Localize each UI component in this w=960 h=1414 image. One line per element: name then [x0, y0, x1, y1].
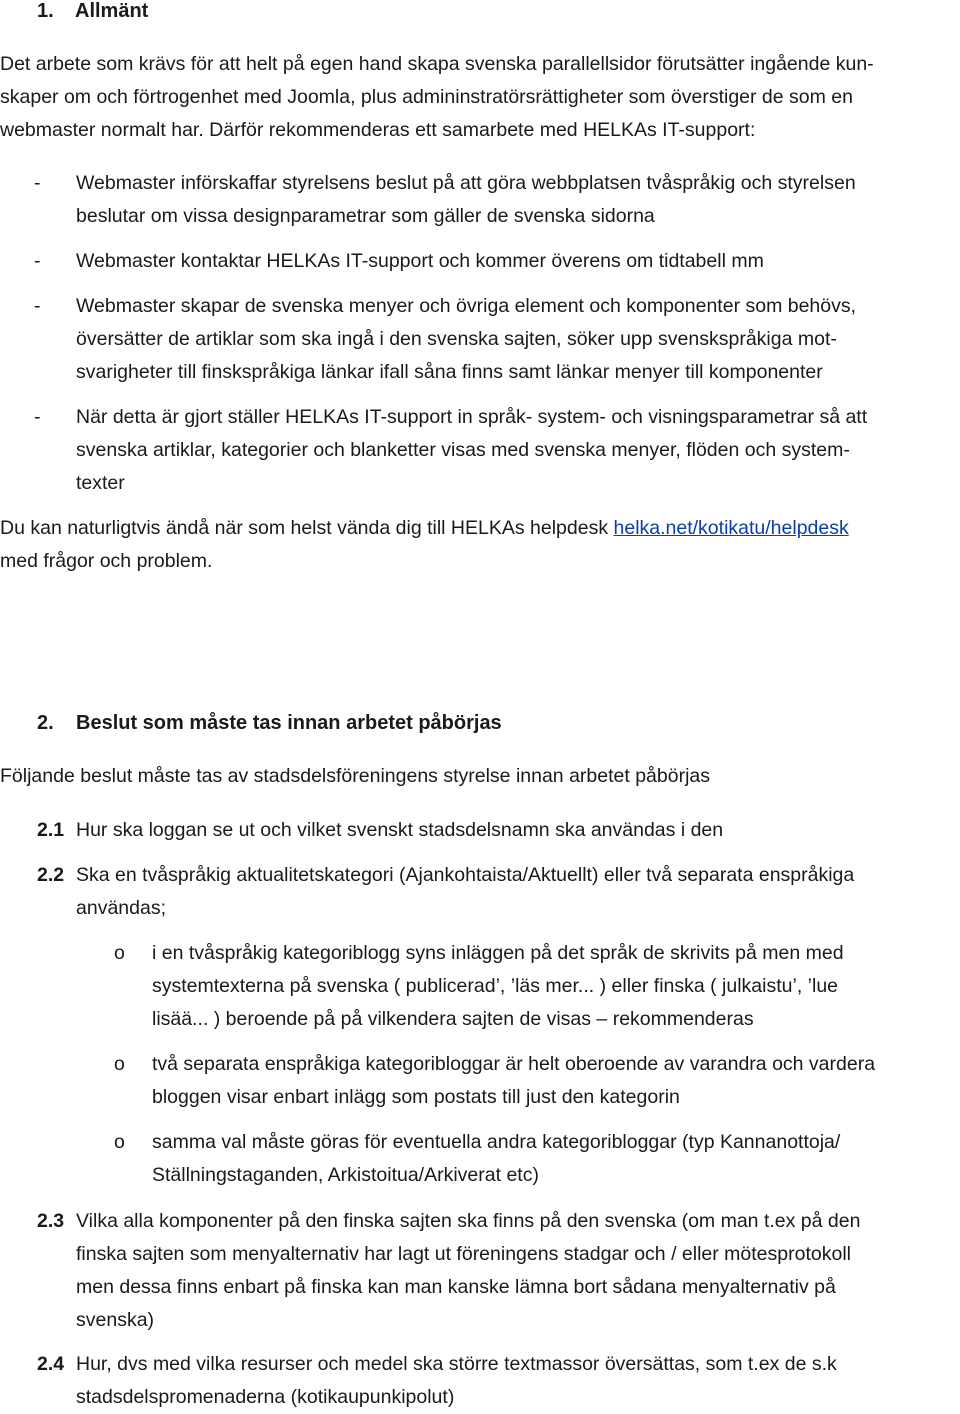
decision-number: 2.2 [37, 864, 65, 886]
decision-number: 2.1 [37, 819, 65, 841]
bullet-line: Ställningstaganden, Arkistoitua/Arkiverat etc) [152, 1164, 539, 1186]
decision-line: användas; [76, 897, 166, 919]
bullet-text [152, 1126, 952, 1192]
helpdesk-text: Du kan naturligtvis ändå när som helst vända dig till HELKAs helpdesk [0, 517, 614, 539]
list-item-text [76, 167, 956, 233]
bullet-line: lisää... ) beroende på på vilkendera sajten de visas – rekommenderas [152, 1008, 754, 1030]
decision-number: 2.4 [37, 1353, 65, 1375]
list-item-line: texter [76, 472, 125, 494]
list-item-line: översätter de artiklar som ska ingå i den svenska sajten, söker upp svenskspråkiga mot- [76, 328, 837, 350]
section-1-title: Allmänt [75, 0, 149, 22]
section-2-intro [0, 760, 958, 793]
list-item-line: Webmaster kontaktar HELKAs IT-support och kommer överens om tidtabell mm [76, 250, 764, 272]
bullet-line: systemtexterna på svenska ( publicerad’, ’läs mer... ) eller finska ( julkaistu’, ’lue [152, 975, 839, 997]
list-item-text [76, 401, 956, 500]
bullet-text [152, 1048, 952, 1114]
section-2-heading [37, 711, 502, 735]
helpdesk-line [0, 512, 958, 545]
list-item-text [76, 245, 956, 278]
decision-line: Vilka alla komponenter på den finska sajten ska finns på den svenska (om man t.ex på den [76, 1210, 861, 1232]
decision-line: svenska) [76, 1309, 155, 1331]
section-2-number: 2. [37, 712, 54, 734]
list-item-line: svarigheter till finskspråkiga länkar ifall såna finns samt länkar menyer till komponenter [76, 361, 823, 383]
decision-line: men dessa finns enbart på finska kan man kanske lämna bort sådana menyalternativ på [76, 1276, 836, 1298]
decision-number: 2.3 [37, 1210, 65, 1232]
decision-text [76, 1348, 956, 1414]
list-item-line: beslutar om vissa designparametrar som gäller de svenska sidorna [76, 205, 655, 227]
dash-marker: - [34, 172, 41, 194]
dash-marker: - [34, 295, 41, 317]
decision-line: Hur, dvs med vilka resurser och medel ska större textmassor översättas, som t.ex de s.k [76, 1353, 837, 1375]
list-item-line: Webmaster införskaffar styrelsens beslut på att göra webbplatsen tvåspråkig och styrelsen [76, 172, 856, 194]
list-item-line: Webmaster skapar de svenska menyer och övriga element och komponenter som behövs, [76, 295, 857, 317]
section-1-number: 1. [37, 0, 54, 22]
list-item-line: svenska artiklar, kategorier och blanketter visas med svenska menyer, flöden och system- [76, 439, 850, 461]
helpdesk-paragraph [0, 512, 958, 578]
intro-paragraph [0, 48, 958, 147]
decision-text [76, 814, 956, 847]
decision-line: Ska en tvåspråkig aktualitetskategori (Ajankohtaista/Aktuellt) eller två separata enspråkiga [76, 864, 855, 886]
section-1-heading [37, 0, 148, 23]
decision-line: Hur ska loggan se ut och vilket svenskt stadsdelsnamn ska användas i den [76, 819, 724, 841]
list-item-line: När detta är gjort ställer HELKAs IT-support in språk- system- och visningsparametrar så att [76, 406, 868, 428]
decision-text [76, 859, 956, 925]
decision-line: finska sajten som menyalternativ har lagt ut föreningens stadgar och / eller mötesprotokoll [76, 1243, 851, 1265]
intro-line: webmaster normalt har. Därför rekommenderas ett samarbete med HELKAs IT-support: [0, 119, 756, 141]
dash-marker: - [34, 250, 41, 272]
bullet-line: samma val måste göras för eventuella andra kategoribloggar (typ Kannanottoja/ [152, 1131, 841, 1153]
intro-line: Det arbete som krävs för att helt på egen hand skapa svenska parallellsidor förutsätter ingående kun- [0, 53, 874, 75]
section-2-intro-line: Följande beslut måste tas av stadsdelsföreningens styrelse innan arbetet påbörjas [0, 765, 710, 787]
dash-marker: - [34, 406, 41, 428]
section-2-title: Beslut som måste tas innan arbetet påbörjas [76, 712, 502, 734]
list-item-text [76, 290, 956, 389]
bullet-text [152, 937, 952, 1036]
bullet-line: två separata enspråkiga kategoribloggar är helt oberoende av varandra och vardera [152, 1053, 876, 1075]
decision-text [76, 1205, 956, 1337]
helpdesk-line-2: med frågor och problem. [0, 550, 213, 572]
decision-line: stadsdelspromenaderna (kotikaupunkipolut) [76, 1386, 455, 1408]
circle-bullet-marker: o [114, 1053, 125, 1075]
circle-bullet-marker: o [114, 1131, 125, 1153]
bullet-line: bloggen visar enbart inlägg som postats till just den kategorin [152, 1086, 680, 1108]
intro-line: skaper om och förtrogenhet med Joomla, plus admininstratörsrättigheter som överstiger de som en [0, 86, 853, 108]
circle-bullet-marker: o [114, 942, 125, 964]
bullet-line: i en tvåspråkig kategoriblogg syns inläggen på det språk de skrivits på men med [152, 942, 844, 964]
helpdesk-link[interactable]: helka.net/kotikatu/helpdesk [613, 517, 849, 539]
